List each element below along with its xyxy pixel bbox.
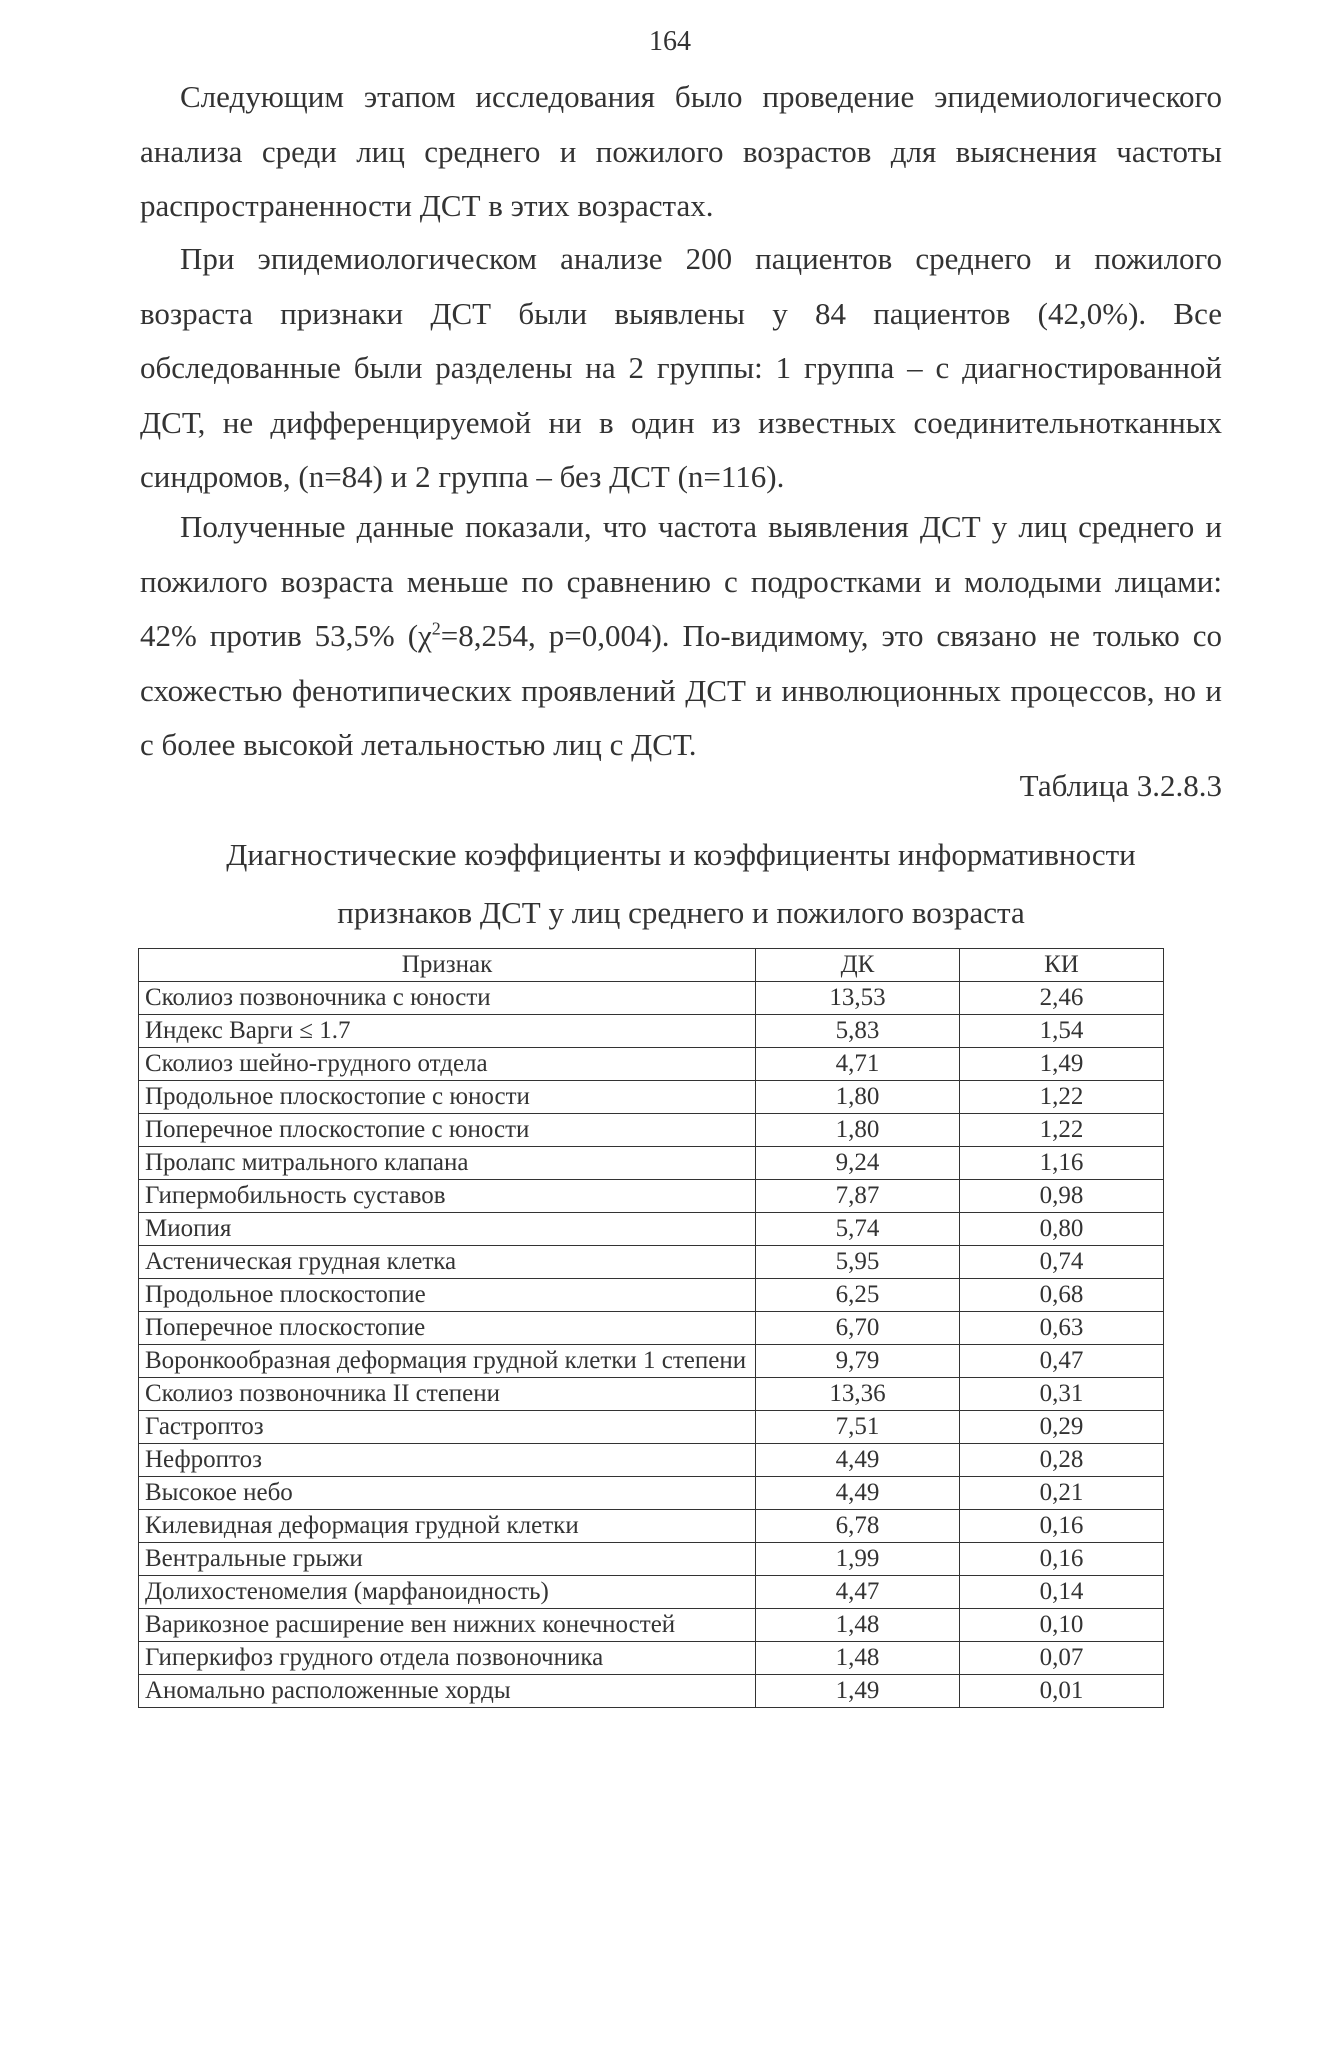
ki-cell: 0,16: [960, 1510, 1164, 1543]
header-dk: ДК: [756, 949, 960, 982]
paragraph-text: Следующим этапом исследования было проведение эпидемиологического анализа среди лиц среднего и пожилого возрастов для выяснения частоты распространенности ДСТ в этих возрастах.: [140, 79, 1222, 223]
table-row: [139, 1543, 1164, 1576]
table-row: [139, 1675, 1164, 1708]
dk-cell: 1,80: [756, 1114, 960, 1147]
paragraph-1: [140, 70, 1222, 234]
sign-cell: Варикозное расширение вен нижних конечностей: [139, 1609, 756, 1642]
table-row: [139, 1642, 1164, 1675]
paragraph-2: [140, 232, 1222, 505]
sign-cell: Астеническая грудная клетка: [139, 1246, 756, 1279]
table-caption-line-1: Диагностические коэффициенты и коэффициенты информативности: [226, 837, 1136, 872]
table-number: Таблица 3.2.8.3: [1019, 768, 1222, 803]
ki-cell: 0,07: [960, 1642, 1164, 1675]
dk-cell: 1,48: [756, 1609, 960, 1642]
sign-cell: Индекс Варги ≤ 1.7: [139, 1015, 756, 1048]
ki-cell: 0,80: [960, 1213, 1164, 1246]
dk-cell: 5,74: [756, 1213, 960, 1246]
table-row: [139, 1444, 1164, 1477]
dk-cell: 6,70: [756, 1312, 960, 1345]
dk-cell: 4,71: [756, 1048, 960, 1081]
table-row: [139, 1312, 1164, 1345]
sign-cell: Продольное плоскостопие с юности: [139, 1081, 756, 1114]
sign-cell: Продольное плоскостопие: [139, 1279, 756, 1312]
dk-cell: 9,24: [756, 1147, 960, 1180]
ki-cell: 0,29: [960, 1411, 1164, 1444]
sign-cell: Аномально расположенные хорды: [139, 1675, 756, 1708]
table-caption: [140, 826, 1222, 942]
dk-cell: 1,48: [756, 1642, 960, 1675]
paragraph-text-part: =8,254, p=0,004). По-видимому, это связано не только со схожестью фенотипических проявлений ДСТ и инволюционных процессов, но и с более высокой летальностью лиц с ДСТ.: [140, 618, 1222, 762]
ki-cell: 1,49: [960, 1048, 1164, 1081]
ki-cell: 0,74: [960, 1246, 1164, 1279]
paragraph-text-part: Полученные данные показали, что частота выявления ДСТ у лиц среднего и пожилого возраста меньше по сравнению с подростками и молодыми лицами: 42% против 53,5% (χ: [140, 509, 1222, 653]
table-row: [139, 1345, 1164, 1378]
ki-cell: 0,21: [960, 1477, 1164, 1510]
dk-cell: 6,78: [756, 1510, 960, 1543]
sign-cell: Воронкообразная деформация грудной клетки 1 степени: [139, 1345, 756, 1378]
ki-cell: 0,01: [960, 1675, 1164, 1708]
sign-cell: Поперечное плоскостопие с юности: [139, 1114, 756, 1147]
table-row: [139, 1576, 1164, 1609]
dk-cell: 13,53: [756, 982, 960, 1015]
dk-cell: 4,49: [756, 1444, 960, 1477]
ki-cell: 1,22: [960, 1114, 1164, 1147]
table-row: [139, 1048, 1164, 1081]
table-row: [139, 1147, 1164, 1180]
sign-cell: Килевидная деформация грудной клетки: [139, 1510, 756, 1543]
dk-cell: 7,87: [756, 1180, 960, 1213]
dk-cell: 4,49: [756, 1477, 960, 1510]
dk-cell: 9,79: [756, 1345, 960, 1378]
dk-cell: 7,51: [756, 1411, 960, 1444]
dk-cell: 1,80: [756, 1081, 960, 1114]
sign-cell: Вентральные грыжи: [139, 1543, 756, 1576]
ki-cell: 0,28: [960, 1444, 1164, 1477]
ki-cell: 0,68: [960, 1279, 1164, 1312]
sign-cell: Сколиоз шейно-грудного отдела: [139, 1048, 756, 1081]
sign-cell: Гиперкифоз грудного отдела позвоночника: [139, 1642, 756, 1675]
table-row: [139, 1279, 1164, 1312]
ki-cell: 1,16: [960, 1147, 1164, 1180]
ki-cell: 0,47: [960, 1345, 1164, 1378]
coefficients-table: [138, 948, 1164, 1708]
sign-cell: Нефроптоз: [139, 1444, 756, 1477]
table-body: [139, 982, 1164, 1708]
header-ki: КИ: [960, 949, 1164, 982]
paragraph-text: [140, 500, 1222, 773]
sign-cell: Гастроптоз: [139, 1411, 756, 1444]
ki-cell: 0,31: [960, 1378, 1164, 1411]
ki-cell: 0,14: [960, 1576, 1164, 1609]
sign-cell: Пролапс митрального клапана: [139, 1147, 756, 1180]
superscript: 2: [431, 618, 441, 639]
sign-cell: Высокое небо: [139, 1477, 756, 1510]
table-row: [139, 1180, 1164, 1213]
dk-cell: 13,36: [756, 1378, 960, 1411]
table-row: [139, 1015, 1164, 1048]
paragraph-text: При эпидемиологическом анализе 200 пациентов среднего и пожилого возраста признаки ДСТ были выявлены у 84 пациентов (42,0%). Все обследованные были разделены на 2 группы: 1 группа – с диагностированной ДСТ, не дифференцируемой ни в один из известных соединительнотканных синдромов, (n=84) и 2 группа – без ДСТ (n=116).: [140, 241, 1222, 494]
table-row: [139, 982, 1164, 1015]
sign-cell: Сколиоз позвоночника с юности: [139, 982, 756, 1015]
table-header-row: [139, 949, 1164, 982]
ki-cell: 0,16: [960, 1543, 1164, 1576]
ki-cell: 1,22: [960, 1081, 1164, 1114]
table-row: [139, 1510, 1164, 1543]
header-sign: Признак: [139, 949, 756, 982]
page-number: 164: [649, 26, 691, 57]
table-caption-line-2: признаков ДСТ у лиц среднего и пожилого возраста: [337, 895, 1025, 930]
ki-cell: 1,54: [960, 1015, 1164, 1048]
sign-cell: Гипермобильность суставов: [139, 1180, 756, 1213]
table-row: [139, 1213, 1164, 1246]
dk-cell: 5,95: [756, 1246, 960, 1279]
dk-cell: 4,47: [756, 1576, 960, 1609]
ki-cell: 0,10: [960, 1609, 1164, 1642]
table-row: [139, 1081, 1164, 1114]
dk-cell: 5,83: [756, 1015, 960, 1048]
dk-cell: 1,49: [756, 1675, 960, 1708]
dk-cell: 1,99: [756, 1543, 960, 1576]
sign-cell: Долихостеномелия (марфаноидность): [139, 1576, 756, 1609]
table-row: [139, 1411, 1164, 1444]
table-row: [139, 1378, 1164, 1411]
paragraph-3: [140, 500, 1222, 773]
table-row: [139, 1246, 1164, 1279]
ki-cell: 0,63: [960, 1312, 1164, 1345]
table-row: [139, 1609, 1164, 1642]
sign-cell: Поперечное плоскостопие: [139, 1312, 756, 1345]
dk-cell: 6,25: [756, 1279, 960, 1312]
sign-cell: Миопия: [139, 1213, 756, 1246]
table-row: [139, 1477, 1164, 1510]
sign-cell: Сколиоз позвоночника II степени: [139, 1378, 756, 1411]
ki-cell: 2,46: [960, 982, 1164, 1015]
table-row: [139, 1114, 1164, 1147]
ki-cell: 0,98: [960, 1180, 1164, 1213]
